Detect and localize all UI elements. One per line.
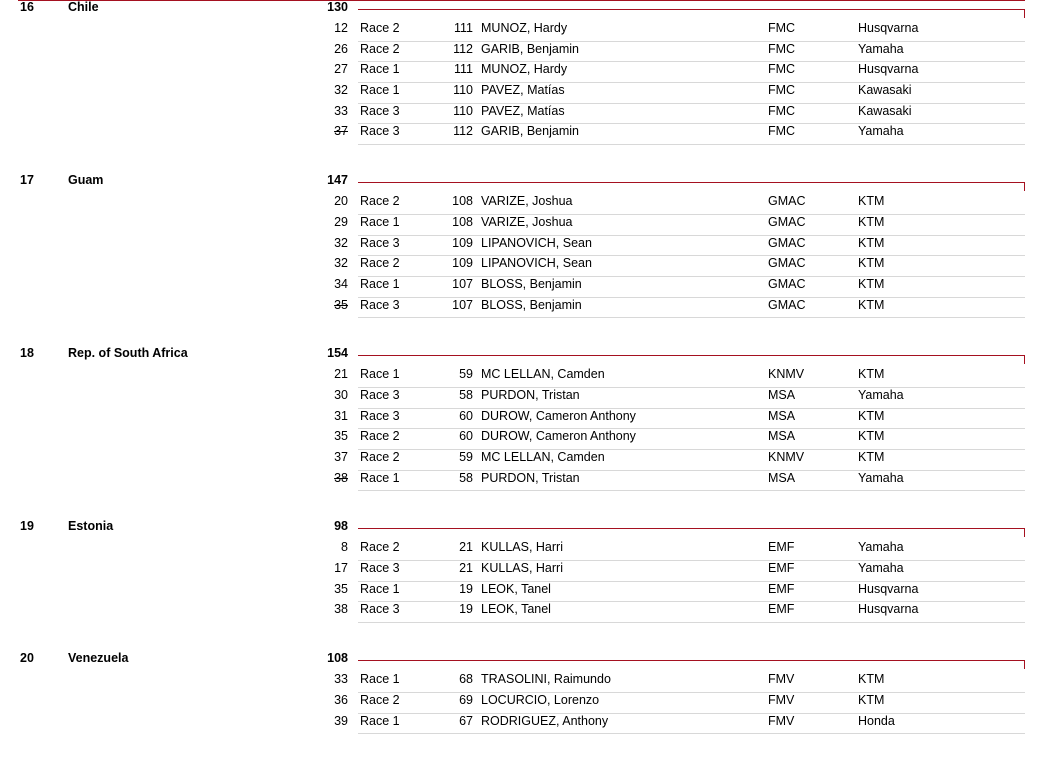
rider-name: BLOSS, Benjamin (481, 276, 582, 291)
rider-federation: FMC (768, 21, 796, 35)
rider-row (0, 367, 1043, 388)
rider-name: GARIB, Benjamin (481, 124, 579, 139)
rider-bike: KTM (858, 235, 885, 250)
rider-bike: KTM (858, 297, 885, 312)
rider-federation: FMV (768, 713, 795, 728)
rider-bike: Kawasaki (858, 83, 912, 98)
rider-federation: FMC (768, 124, 796, 139)
team-header-rule-end-tick (1024, 9, 1025, 18)
rider-number: 68 (459, 672, 473, 687)
rider-bike: KTM (858, 214, 885, 229)
team-rank: 17 (20, 173, 34, 188)
rider-race: Race 1 (360, 713, 400, 728)
rider-bike: KTM (858, 672, 885, 687)
rider-name: PAVEZ, Matías (481, 83, 565, 98)
rider-position: 8 (341, 540, 348, 555)
rider-number: 58 (459, 470, 473, 485)
rider-federation: FMC (768, 41, 796, 56)
team-header-rule-end-tick (1024, 528, 1025, 537)
rider-name: DUROW, Cameron Anthony (481, 429, 636, 444)
rider-name: GARIB, Benjamin (481, 41, 579, 56)
rider-bike: Husqvarna (858, 21, 919, 35)
rider-position: 17 (334, 561, 348, 576)
rider-race: Race 1 (360, 214, 400, 229)
rider-position: 29 (334, 214, 348, 229)
rider-name: VARIZE, Joshua (481, 194, 573, 209)
rider-bike: KTM (858, 408, 885, 423)
rider-name: LEOK, Tanel (481, 581, 551, 596)
team-header-row (0, 519, 1043, 540)
rider-race: Race 2 (360, 41, 400, 56)
rider-position: 32 (334, 235, 348, 250)
rider-bike: Yamaha (858, 470, 904, 485)
rider-row (0, 62, 1043, 83)
team-header-rule (358, 182, 1025, 183)
team-points: 108 (327, 651, 348, 666)
rider-federation: MSA (768, 429, 796, 444)
rider-row (0, 429, 1043, 450)
rider-name: DUROW, Cameron Anthony (481, 408, 636, 423)
rider-position: 31 (334, 408, 348, 423)
rider-row (0, 194, 1043, 215)
rider-number: 110 (453, 103, 473, 118)
rider-bike: Honda (858, 713, 895, 728)
team-block (0, 173, 1043, 346)
rider-name: LIPANOVICH, Sean (481, 235, 592, 250)
rider-federation: EMF (768, 540, 795, 555)
rider-number: 109 (452, 256, 473, 271)
rider-name: PURDON, Tristan (481, 387, 580, 402)
rider-bike: KTM (858, 429, 885, 444)
rider-row (0, 21, 1043, 42)
team-points: 130 (327, 0, 348, 14)
team-header-row (0, 173, 1043, 194)
rider-row (0, 104, 1043, 125)
rider-number: 58 (459, 387, 473, 402)
rider-race: Race 1 (360, 62, 400, 77)
rider-position: 35 (334, 429, 348, 444)
rider-number: 112 (453, 41, 473, 56)
rider-name: RODRIGUEZ, Anthony (481, 713, 609, 728)
rider-bike: Yamaha (858, 561, 904, 576)
rider-federation: EMF (768, 602, 795, 617)
team-rank: 20 (20, 651, 34, 666)
team-block (0, 346, 1043, 519)
rider-race: Race 1 (360, 581, 400, 596)
row-separator (358, 317, 1025, 318)
rider-bike: KTM (858, 256, 885, 271)
rider-number: 111 (453, 62, 473, 77)
rider-position: 38 (334, 470, 348, 485)
rider-row (0, 561, 1043, 582)
rider-row (0, 236, 1043, 257)
rider-bike: Yamaha (858, 41, 904, 56)
rider-race: Race 3 (360, 602, 400, 617)
rider-federation: KNMV (768, 450, 805, 464)
rider-number: 19 (459, 581, 473, 596)
rider-position: 33 (334, 672, 348, 687)
team-block (0, 651, 1043, 762)
rider-row (0, 471, 1043, 492)
rider-name: TRASOLINI, Raimundo (481, 672, 611, 687)
team-rank: 18 (20, 346, 34, 361)
rider-federation: EMF (768, 561, 795, 576)
rider-bike: Husqvarna (858, 602, 919, 617)
rider-number: 109 (452, 235, 473, 250)
rider-row (0, 298, 1043, 319)
rider-row (0, 714, 1043, 735)
rider-federation: EMF (768, 581, 795, 596)
rider-race: Race 2 (360, 21, 400, 35)
rider-row (0, 450, 1043, 471)
rider-race: Race 2 (360, 194, 400, 209)
rider-name: MC LELLAN, Camden (481, 450, 605, 464)
rider-row (0, 277, 1043, 298)
rider-bike: Yamaha (858, 387, 904, 402)
rider-bike: KTM (858, 194, 885, 209)
rider-federation: GMAC (768, 297, 806, 312)
team-spacer (0, 734, 1043, 762)
team-block (0, 519, 1043, 651)
rider-race: Race 3 (360, 124, 400, 139)
rider-federation: KNMV (768, 367, 805, 382)
rider-federation: FMV (768, 672, 795, 687)
rider-race: Race 3 (360, 235, 400, 250)
rider-row (0, 672, 1043, 693)
rider-name: BLOSS, Benjamin (481, 297, 582, 312)
team-header-rule (358, 9, 1025, 10)
team-name: Guam (68, 173, 104, 188)
rider-name: KULLAS, Harri (481, 540, 563, 555)
rider-race: Race 1 (360, 83, 400, 98)
team-header-rule-end-tick (1024, 182, 1025, 191)
row-separator (358, 622, 1025, 623)
team-spacer (0, 145, 1043, 173)
rider-federation: FMC (768, 83, 796, 98)
rider-number: 60 (459, 408, 473, 423)
rider-position: 36 (334, 692, 348, 707)
rider-bike: Husqvarna (858, 62, 919, 77)
rider-bike: KTM (858, 692, 885, 707)
rider-name: LOCURCIO, Lorenzo (481, 692, 600, 707)
rider-number: 19 (459, 602, 473, 617)
rider-row (0, 124, 1043, 145)
rider-name: LEOK, Tanel (481, 602, 551, 617)
rider-race: Race 1 (360, 672, 400, 687)
team-rank: 19 (20, 519, 34, 534)
rider-name: MUNOZ, Hardy (481, 21, 568, 35)
row-separator (358, 490, 1025, 491)
rider-federation: FMC (768, 103, 796, 118)
rider-bike: Yamaha (858, 124, 904, 139)
rider-race: Race 2 (360, 450, 400, 464)
team-spacer (0, 491, 1043, 519)
team-rank: 16 (20, 0, 34, 14)
rider-row (0, 602, 1043, 623)
rider-number: 59 (459, 367, 473, 382)
rider-race: Race 1 (360, 470, 400, 485)
team-name: Venezuela (68, 651, 129, 666)
rider-position: 32 (334, 256, 348, 271)
rider-race: Race 3 (360, 103, 400, 118)
rider-federation: FMV (768, 692, 795, 707)
team-header-rule (358, 660, 1025, 661)
rider-race: Race 1 (360, 367, 400, 382)
rider-name: MUNOZ, Hardy (481, 62, 568, 77)
rider-bike: KTM (858, 367, 885, 382)
team-header-rule-end-tick (1024, 355, 1025, 364)
rider-row (0, 42, 1043, 63)
team-name: Estonia (68, 519, 114, 534)
team-header-row (0, 346, 1043, 367)
rider-number: 107 (452, 297, 473, 312)
rider-bike: Kawasaki (858, 103, 912, 118)
team-header-rule-end-tick (1024, 660, 1025, 669)
rider-federation: MSA (768, 387, 796, 402)
rider-position: 21 (334, 367, 348, 382)
rider-race: Race 2 (360, 540, 400, 555)
rider-position: 37 (334, 124, 348, 139)
team-spacer (0, 623, 1043, 651)
team-block (0, 0, 1043, 173)
rider-federation: MSA (768, 408, 796, 423)
rider-position: 12 (334, 21, 348, 35)
rider-position: 39 (334, 713, 348, 728)
rider-number: 67 (459, 713, 473, 728)
rider-position: 37 (334, 450, 348, 464)
team-points: 98 (334, 519, 348, 534)
rider-position: 20 (334, 194, 348, 209)
team-points: 154 (327, 346, 348, 361)
rider-federation: GMAC (768, 276, 806, 291)
rider-number: 112 (453, 124, 473, 139)
rider-row (0, 693, 1043, 714)
rider-race: Race 3 (360, 387, 400, 402)
rider-number: 21 (459, 540, 473, 555)
team-header-rule (358, 355, 1025, 356)
rider-position: 27 (334, 62, 348, 77)
rider-federation: GMAC (768, 214, 806, 229)
rider-position: 35 (334, 297, 348, 312)
team-spacer (0, 318, 1043, 346)
rider-number: 107 (452, 276, 473, 291)
rider-row (0, 540, 1043, 561)
rider-race: Race 2 (360, 692, 400, 707)
rider-name: KULLAS, Harri (481, 561, 563, 576)
rider-row (0, 256, 1043, 277)
rider-position: 33 (334, 103, 348, 118)
rider-position: 34 (334, 276, 348, 291)
rider-bike: KTM (858, 276, 885, 291)
rider-row (0, 409, 1043, 430)
row-separator (358, 144, 1025, 145)
rider-race: Race 2 (360, 429, 400, 444)
rider-number: 108 (452, 214, 473, 229)
rider-name: MC LELLAN, Camden (481, 367, 605, 382)
rider-bike: KTM (858, 450, 885, 464)
rider-number: 110 (453, 83, 473, 98)
rider-row (0, 388, 1043, 409)
team-header-row (0, 0, 1043, 21)
rider-name: PAVEZ, Matías (481, 103, 565, 118)
rider-race: Race 2 (360, 256, 400, 271)
rider-number: 59 (459, 450, 473, 464)
rider-race: Race 1 (360, 276, 400, 291)
team-header-rule (358, 528, 1025, 529)
rider-row (0, 582, 1043, 603)
rider-federation: FMC (768, 62, 796, 77)
rider-name: VARIZE, Joshua (481, 214, 573, 229)
rider-position: 26 (334, 41, 348, 56)
team-header-row (0, 651, 1043, 672)
rider-race: Race 3 (360, 297, 400, 312)
rider-number: 108 (452, 194, 473, 209)
row-separator (358, 733, 1025, 734)
rider-row (0, 83, 1043, 104)
rider-bike: Yamaha (858, 540, 904, 555)
team-points: 147 (327, 173, 348, 188)
rider-number: 21 (459, 561, 473, 576)
rider-position: 30 (334, 387, 348, 402)
rider-name: LIPANOVICH, Sean (481, 256, 592, 271)
rider-position: 35 (334, 581, 348, 596)
rider-bike: Husqvarna (858, 581, 919, 596)
team-name: Chile (68, 0, 99, 14)
rider-federation: GMAC (768, 256, 806, 271)
rider-race: Race 3 (360, 561, 400, 576)
rider-name: PURDON, Tristan (481, 470, 580, 485)
rider-position: 38 (334, 602, 348, 617)
rider-federation: MSA (768, 470, 796, 485)
rider-race: Race 3 (360, 408, 400, 423)
rider-number: 60 (459, 429, 473, 444)
rider-federation: GMAC (768, 194, 806, 209)
rider-number: 69 (459, 692, 473, 707)
rider-row (0, 215, 1043, 236)
rider-position: 32 (334, 83, 348, 98)
rider-number: 111 (453, 21, 473, 35)
rider-federation: GMAC (768, 235, 806, 250)
team-name: Rep. of South Africa (68, 346, 188, 361)
